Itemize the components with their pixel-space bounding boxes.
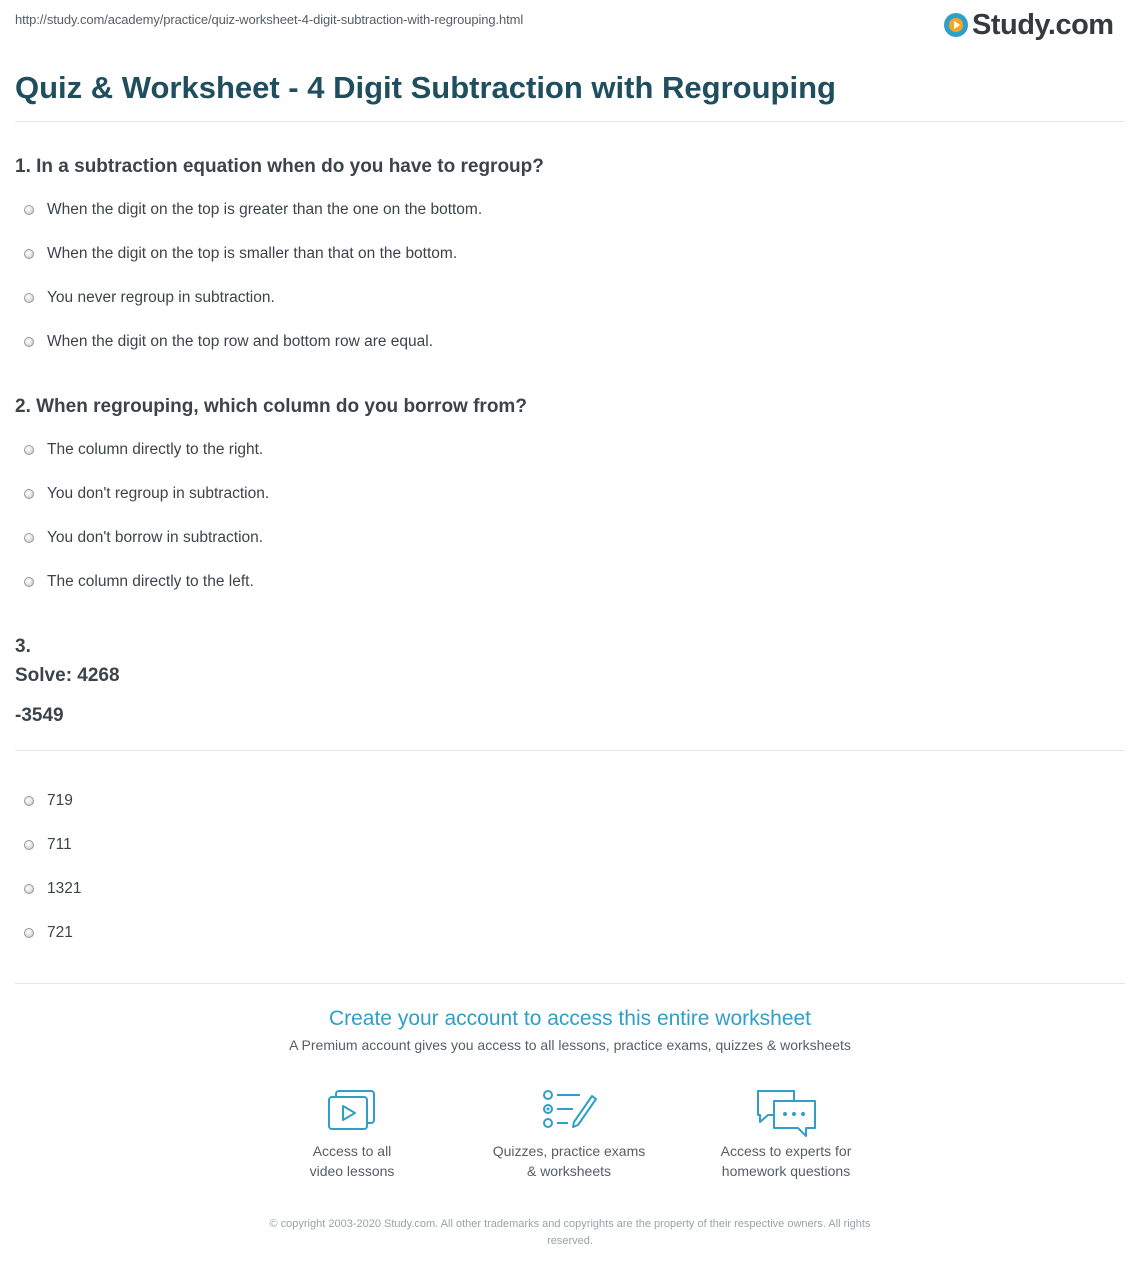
copyright-notice	[215, 1216, 925, 1250]
question-1-option-1[interactable]	[24, 199, 482, 221]
question-1-option-4[interactable]	[24, 331, 433, 353]
option-label: 721	[47, 924, 73, 941]
radio-button[interactable]	[24, 533, 34, 543]
question-2-option-3[interactable]	[24, 527, 263, 549]
radio-button[interactable]	[24, 445, 34, 455]
feature-quizzes	[474, 1088, 664, 1181]
option-label: When the digit on the top is smaller than that on the bottom.	[47, 245, 458, 262]
question-3-option-4[interactable]	[24, 922, 73, 944]
question-1-option-3[interactable]	[24, 287, 275, 309]
study-logo-text: Study.com	[972, 8, 1114, 41]
copyright-line-1: © copyright 2003-2020 Study.com. All other trademarks and copyrights are the property of their respective owners. All rights	[269, 1218, 871, 1230]
radio-button[interactable]	[24, 840, 34, 850]
feature-video-lessons	[257, 1088, 447, 1181]
question-3-line-1: Solve: 4268	[15, 665, 120, 686]
chat-bubbles-icon	[754, 1088, 818, 1138]
quiz-checklist-icon	[540, 1088, 598, 1132]
feature-label-line-1: Access to all	[312, 1143, 392, 1159]
question-2-text: 2. When regrouping, which column do you borrow from?	[15, 396, 527, 417]
feature-experts	[691, 1088, 881, 1181]
page-title: Quiz & Worksheet - 4 Digit Subtraction with Regrouping	[15, 70, 836, 105]
question-1-option-2[interactable]	[24, 243, 457, 265]
radio-button[interactable]	[24, 205, 34, 215]
option-label: When the digit on the top row and bottom row are equal.	[47, 333, 434, 350]
option-label: You never regroup in subtraction.	[47, 289, 275, 306]
question-3-option-2[interactable]	[24, 834, 72, 856]
feature-label-line-1: Quizzes, practice exams	[492, 1143, 646, 1159]
title-divider	[15, 121, 1125, 122]
study-logo[interactable]	[944, 8, 1114, 42]
question-2-option-2[interactable]	[24, 483, 269, 505]
radio-button[interactable]	[24, 293, 34, 303]
cta-title-link[interactable]: Create your account to access this entire worksheet	[328, 1007, 812, 1030]
option-label: You don't borrow in subtraction.	[47, 529, 264, 546]
option-label: 711	[47, 836, 72, 853]
cta-divider	[15, 983, 1125, 984]
question-2-option-1[interactable]	[24, 439, 263, 461]
radio-button[interactable]	[24, 337, 34, 347]
radio-button[interactable]	[24, 928, 34, 938]
radio-button[interactable]	[24, 249, 34, 259]
option-label: The column directly to the right.	[47, 441, 264, 458]
question-1-text: 1. In a subtraction equation when do you have to regroup?	[15, 156, 544, 177]
question-3-number: 3.	[15, 636, 31, 657]
option-label: You don't regroup in subtraction.	[47, 485, 270, 502]
option-label: The column directly to the left.	[47, 573, 254, 590]
question-3-line-2: -3549	[15, 705, 64, 726]
study-logo-icon	[944, 13, 968, 37]
option-label: 719	[47, 792, 73, 809]
feature-label-line-2: & worksheets	[526, 1163, 612, 1179]
option-label: When the digit on the top is greater than the one on the bottom.	[47, 201, 483, 218]
video-lessons-icon	[326, 1088, 378, 1132]
radio-button[interactable]	[24, 796, 34, 806]
radio-button[interactable]	[24, 489, 34, 499]
radio-button[interactable]	[24, 884, 34, 894]
feature-label-line-2: video lessons	[309, 1163, 395, 1179]
option-label: 1321	[47, 880, 82, 897]
question-3-option-3[interactable]	[24, 878, 81, 900]
question-3-option-1[interactable]	[24, 790, 73, 812]
cta-subtitle: A Premium account gives you access to all lessons, practice exams, quizzes & worksheets	[289, 1037, 851, 1053]
question-3-divider	[15, 750, 1125, 751]
copyright-line-2: reserved.	[547, 1235, 593, 1247]
page-url: http://study.com/academy/practice/quiz-worksheet-4-digit-subtraction-with-regrouping.html	[15, 12, 524, 27]
feature-label-line-2: homework questions	[721, 1163, 851, 1179]
feature-label-line-1: Access to experts for	[720, 1143, 852, 1159]
radio-button[interactable]	[24, 577, 34, 587]
question-2-option-4[interactable]	[24, 571, 254, 593]
